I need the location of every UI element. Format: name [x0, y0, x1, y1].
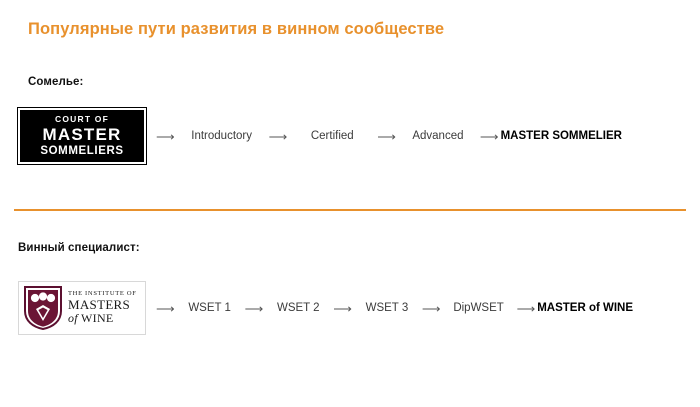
step-certified: Certified: [310, 130, 354, 142]
sommelier-path-chain: [18, 108, 622, 164]
page-title: Популярные пути развития в винном сообществе: [28, 20, 445, 38]
step-wset-3: WSET 3: [365, 302, 409, 314]
arrow-right-icon: ⟶: [156, 300, 175, 316]
section-divider: [14, 209, 686, 211]
cms-logo-line3: SOMMELIERS: [40, 145, 124, 157]
imw-logo-text: [68, 291, 137, 324]
arrow-right-icon: ⟶: [421, 300, 441, 316]
step-dipwset: DipWSET: [453, 302, 504, 314]
step-master-sommelier: MASTER SOMMELIER: [500, 130, 622, 142]
shield-icon: [23, 285, 63, 331]
institute-of-masters-of-wine-logo: [18, 281, 146, 335]
arrow-right-icon: ⟶: [479, 128, 499, 144]
cms-logo-line2: MASTER: [42, 125, 122, 144]
arrow-right-icon: ⟶: [268, 128, 288, 144]
arrow-right-icon: ⟶: [377, 128, 396, 144]
arrow-right-icon: ⟶: [156, 128, 175, 144]
arrow-right-icon: ⟶: [244, 300, 264, 316]
step-introductory: Introductory: [191, 130, 252, 142]
arrow-right-icon: ⟶: [333, 300, 352, 316]
imw-logo-line2: MASTERS: [68, 297, 131, 313]
wine-specialist-path-chain: [18, 281, 633, 335]
cms-logo-line1: COURT OF: [55, 114, 109, 124]
section-label-sommelier: Сомелье:: [28, 76, 84, 88]
step-advanced: Advanced: [412, 130, 464, 142]
arrow-right-icon: ⟶: [516, 300, 536, 316]
imw-logo-line3-italic: of: [68, 310, 78, 325]
imw-logo-line3-rest: WINE: [81, 310, 114, 325]
step-wset-1: WSET 1: [188, 302, 231, 314]
imw-logo-line1: THE INSTITUTE OF: [68, 290, 137, 298]
step-wset-2: WSET 2: [276, 302, 320, 314]
court-of-master-sommeliers-logo: [18, 108, 146, 164]
step-master-of-wine: MASTER of WINE: [537, 302, 634, 314]
section-label-wine-specialist: Винный специалист:: [18, 242, 140, 254]
imw-logo-line3: [68, 312, 137, 325]
